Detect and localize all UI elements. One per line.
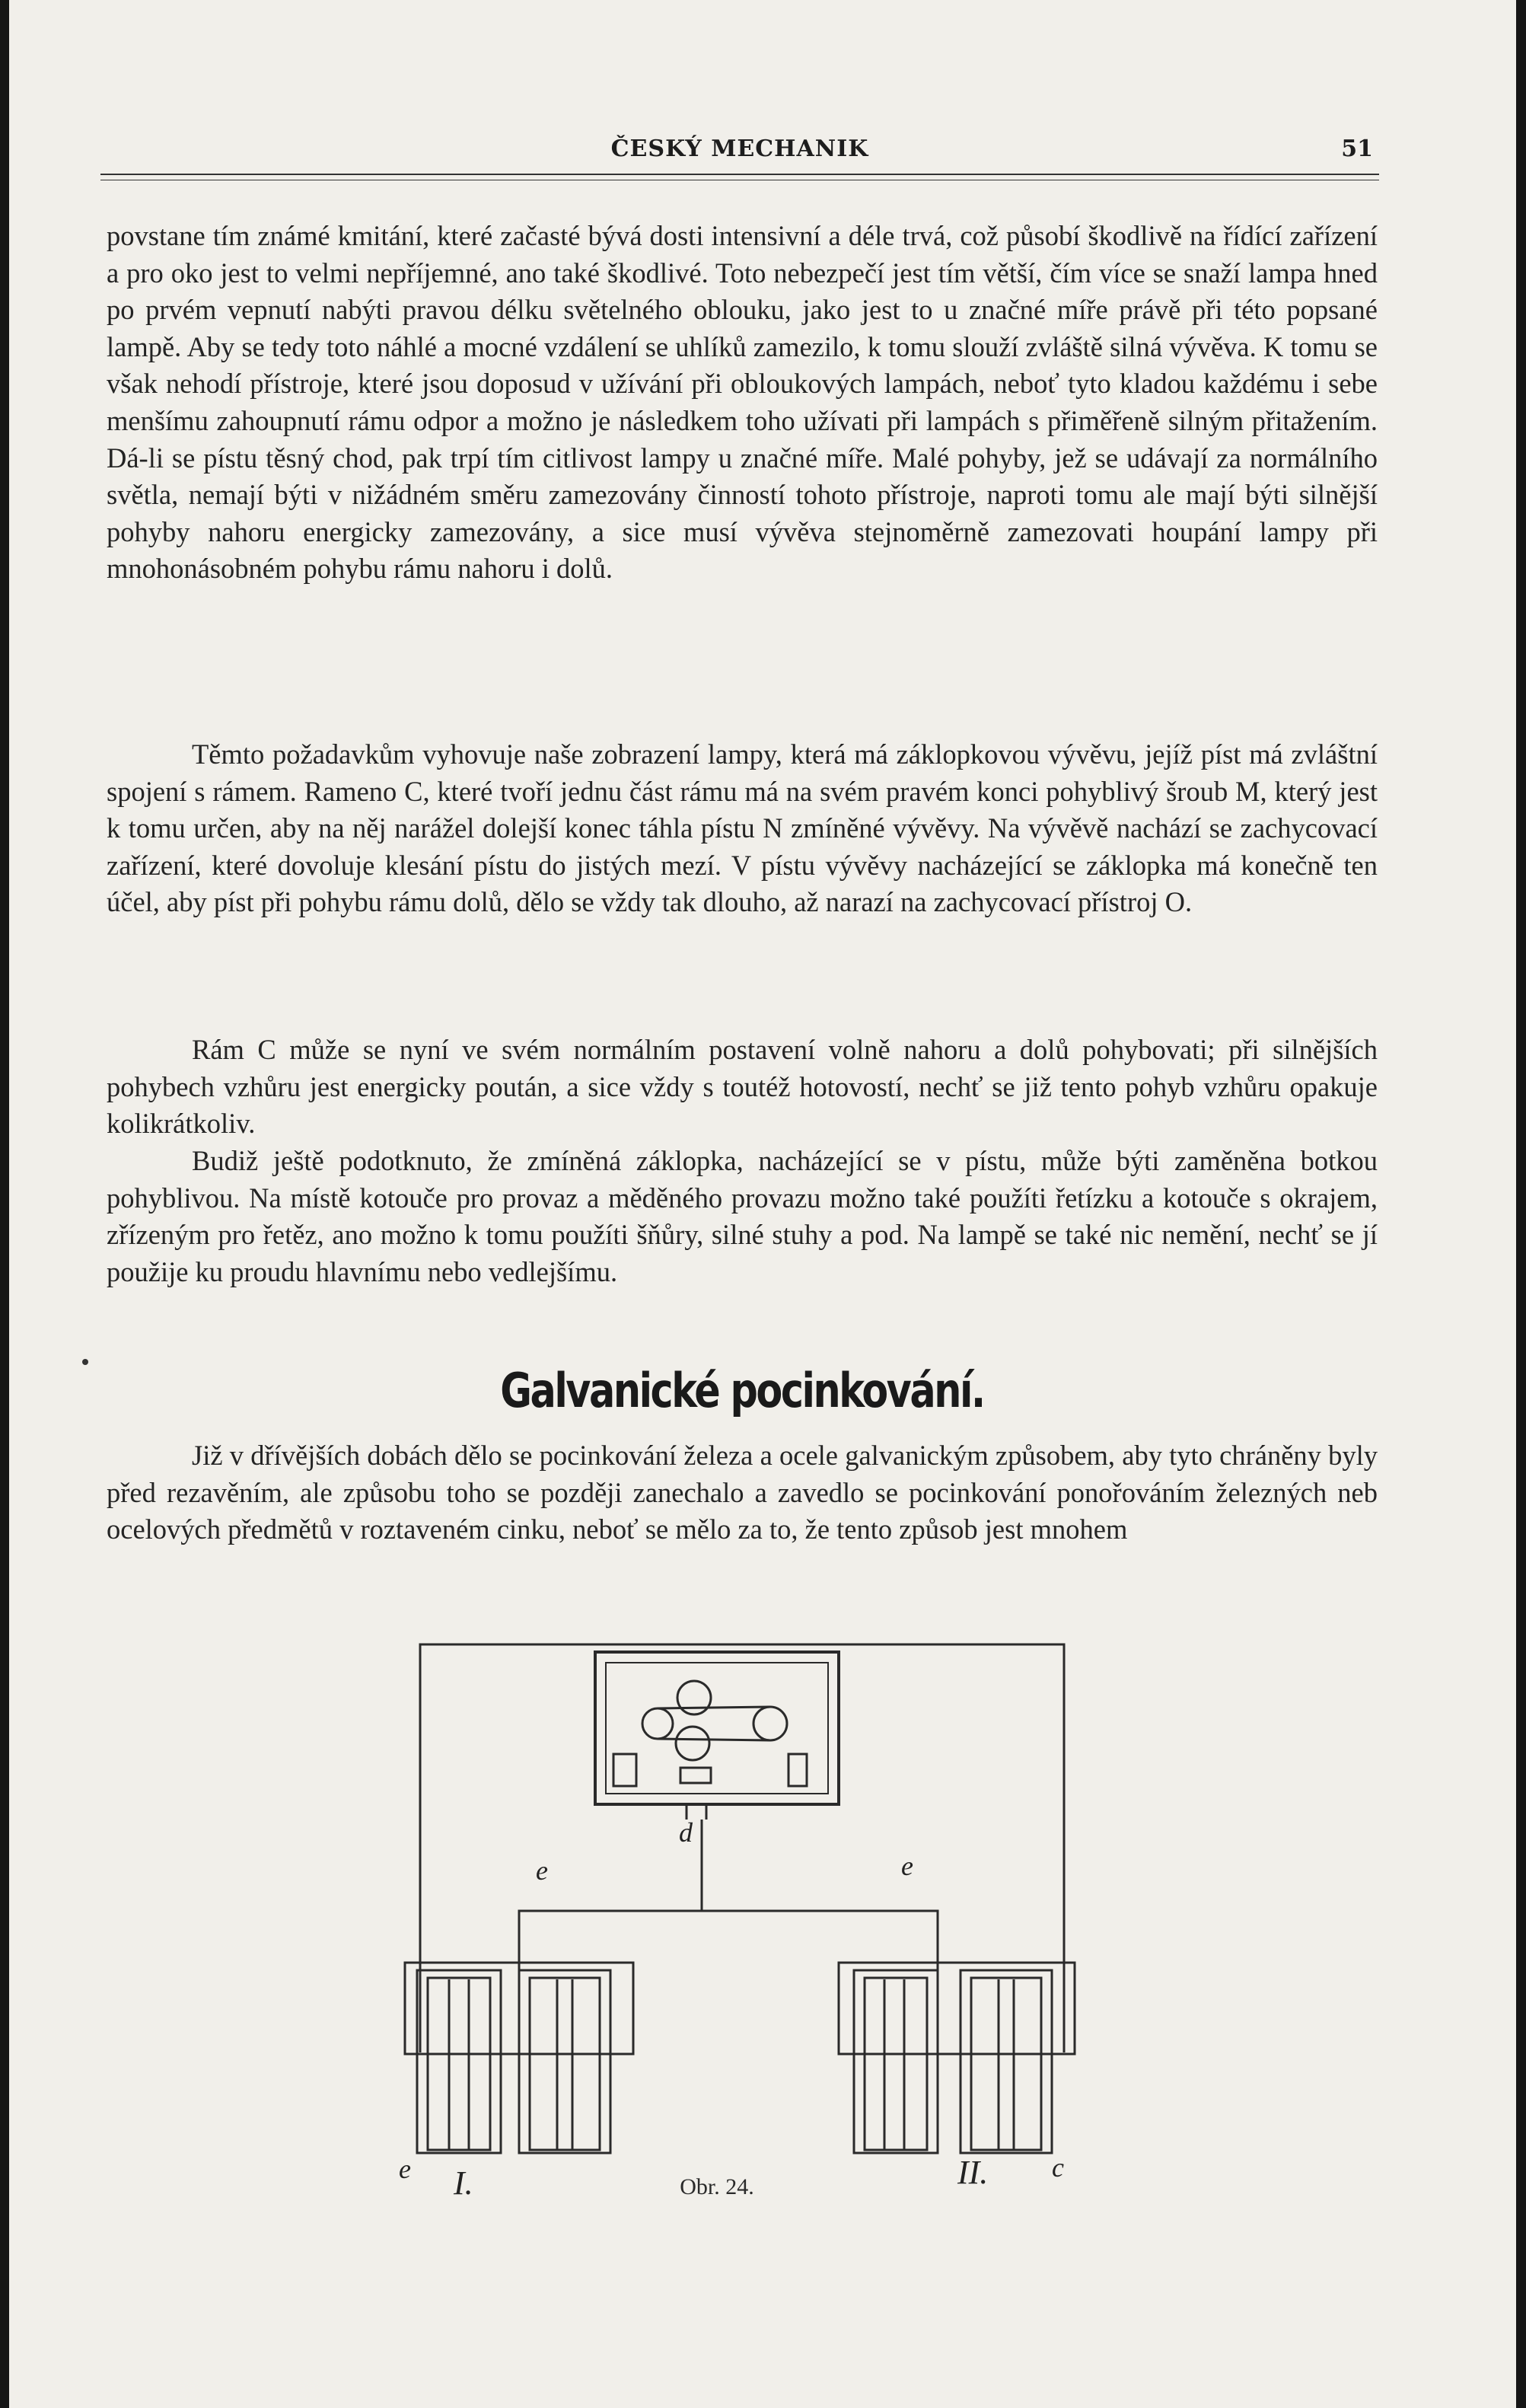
box-component-left [613, 1754, 636, 1786]
page-number: 51 [1341, 136, 1373, 162]
section-title: Galvanické pocinkování. [500, 1363, 984, 1418]
figure-caption: Obr. 24. [680, 2174, 754, 2199]
label-e-left: e [536, 1855, 548, 1886]
label-cell-2: II. [957, 2154, 989, 2191]
cell-wire [519, 1911, 938, 1934]
paragraph-1: povstane tím známé kmitání, které začasté bývá dosti intensivní a déle trvá, což působí škodlivě na řídící zařízení a pro oko jest to velmi nepříjemné, ano také škodlivé. Toto nebezpečí jest tím větší, čím více se snaží lampa hned po prvém vepnutí nabýti pravou délku světelného oblouku, jako jest to u značné míře právě při této popsané lampě. Aby se tedy toto náhlé a mocné vzdálení se uhlíků zamezilo, k tomu slouží zvláště silná vývěva. K tomu se však nehodí přístroje, které jsou doposud v užívání při obloukových lampách, neboť tyto kladou každému i sebe menšímu zahoupnutí rámu odpor a možno je následkem toho užívati při lampách s přiměřeně silným přitažením. Dá-li se pístu těsný chod, pak trpí tím citlivost lampy u značné míře. Malé pohyby, jež se udávají za normálního světla, nemají býti v nižádném směru zamezovány činností tohoto přístroje, naproti tomu ale mají býti silnější pohyby nahoru energicky zamezovány, a sice musí vývěva stejnoměrně zamezovati houpání lampy při mnohonásobném pohybu rámu nahoru i dolů. [107, 220, 1378, 585]
wheel-right [753, 1707, 787, 1740]
wheel-left [642, 1708, 673, 1739]
wheel-center [676, 1727, 709, 1760]
header-rule [100, 174, 1379, 175]
cell-2 [839, 1934, 1075, 2153]
label-cell-2-c: c [1052, 2152, 1064, 2183]
figure-diagram [329, 1629, 1105, 2223]
page-header [100, 129, 1379, 175]
paragraph-2: Těmto požadavkům vyhovuje naše zobrazení lampy, která má záklopkovou vývěvu, jejíž píst má zvláštní spojení s rámem. Rameno C, které tvoří jednu část rámu má na svém pravém konci pohyblivý šroub M, který jest k tomu určen, aby na něj narážel dolejší konec táhla pístu N zmíněné vývěvy. Na vývěvě nachází se zachycovací zařízení, které dovoluje klesání pístu do jistých mezí. V pístu vývěvy nacházející se záklopka má konečně ten účel, aby píst při pohybu rámu dolů, dělo se vždy tak dlouho, až narazí na zachycovací přístroj O. [107, 738, 1378, 918]
figure-galvanic-cells [329, 1629, 1105, 2223]
paragraph-4: Budiž ještě podotknuto, že zmíněná záklopka, nacházející se v pístu, může býti zaměněna botkou pohyblivou. Na místě kotouče pro provaz a měděného provazu možno také použíti řetízku a kotouče s okrajem, zřízeným pro řetěz, ano možno k tomu použíti šňůry, silné stuhy a pod. Na lampě se také nic nemění, nechť se jí použije ku proudu hlavnímu nebo vedlejšímu. [107, 1145, 1378, 1287]
running-title: ČESKÝ MECHANIK [610, 136, 869, 162]
margin-dot [82, 1359, 88, 1365]
label-cell-1: I. [454, 2164, 473, 2202]
cell-1 [405, 1934, 633, 2153]
wheel-top [677, 1681, 711, 1714]
paragraph-3: Rám C může se nyní ve svém normálním postavení volně nahoru a dolů pohybovati; při silnějších pohybech vzhůru jest energicky poután, a sice vždy s toutéž hotovostí, nechť se již tento pohyb vzhůru opakuje kolikrátkoliv. [107, 1034, 1378, 1140]
paragraph-5: Již v dřívějších dobách dělo se pocinkování železa a ocele galvanickým způsobem, aby tyto chráněny byly před rezavěním, ale způsobu toho se později zanechalo a zavedlo se pocinkování ponořováním železných neb ocelových předmětů v roztaveném cinku, neboť se mělo za to, že tento způsob jest mnohem [107, 1440, 1378, 1545]
apparatus-box-outer [595, 1652, 839, 1804]
label-e-right: e [901, 1851, 913, 1881]
belt [658, 1707, 770, 1708]
book-page [9, 0, 1516, 2408]
apparatus-box-inner [606, 1663, 828, 1794]
box-component-right [788, 1754, 807, 1786]
outer-wire [420, 1644, 1064, 2039]
belt-lower [658, 1739, 770, 1740]
label-d: d [679, 1817, 693, 1848]
box-terminal [680, 1768, 711, 1783]
label-cell-1-e: e [399, 2154, 411, 2184]
